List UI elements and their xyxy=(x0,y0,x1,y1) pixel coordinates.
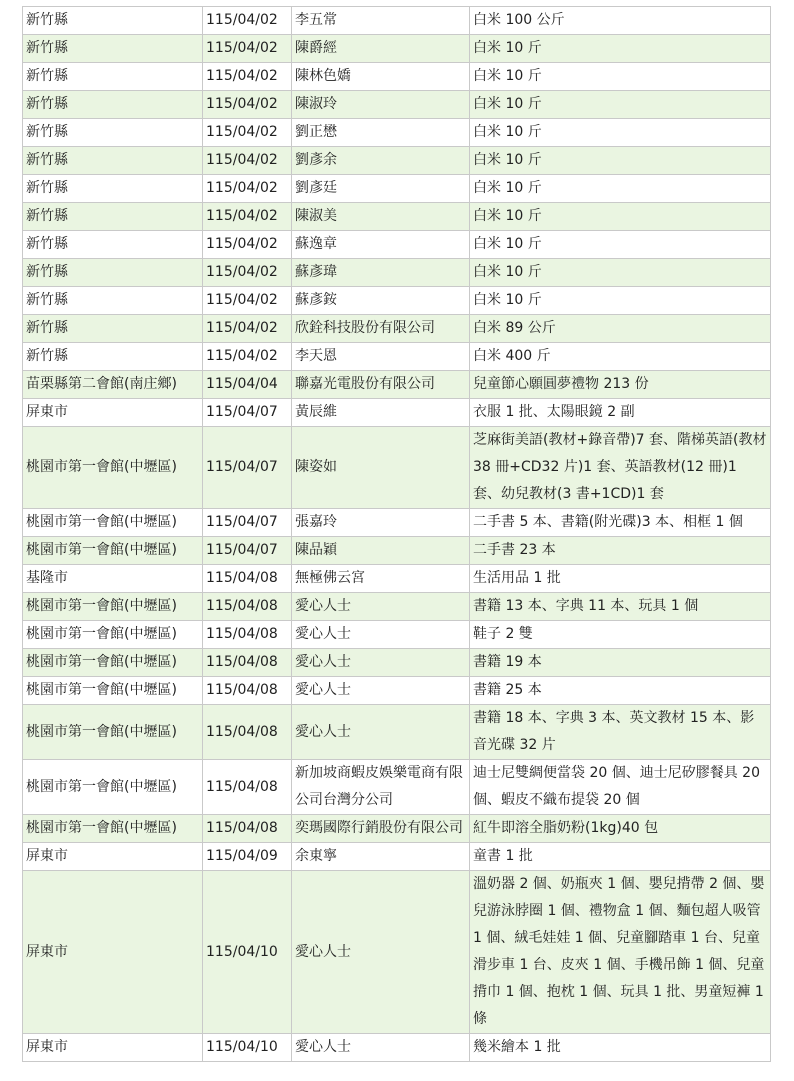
donor-cell: 無極佛云宮 xyxy=(292,565,470,593)
table-row xyxy=(23,91,771,119)
region-cell: 桃園市第一會館(中壢區) xyxy=(23,760,203,815)
date-cell: 115/04/02 xyxy=(203,7,292,35)
date-cell: 115/04/02 xyxy=(203,175,292,203)
donor-cell: 愛心人士 xyxy=(292,871,470,1034)
date-cell: 115/04/08 xyxy=(203,621,292,649)
table-row xyxy=(23,760,771,815)
item-cell: 白米 10 斤 xyxy=(470,147,771,175)
item-cell: 白米 10 斤 xyxy=(470,287,771,315)
date-cell: 115/04/02 xyxy=(203,203,292,231)
date-cell: 115/04/07 xyxy=(203,509,292,537)
date-cell: 115/04/08 xyxy=(203,815,292,843)
region-cell: 桃園市第一會館(中壢區) xyxy=(23,649,203,677)
donor-cell: 聯嘉光電股份有限公司 xyxy=(292,371,470,399)
donor-cell: 李天恩 xyxy=(292,343,470,371)
region-cell: 新竹縣 xyxy=(23,7,203,35)
table-row xyxy=(23,537,771,565)
region-cell: 新竹縣 xyxy=(23,91,203,119)
date-cell: 115/04/08 xyxy=(203,677,292,705)
date-cell: 115/04/09 xyxy=(203,843,292,871)
date-cell: 115/04/07 xyxy=(203,399,292,427)
region-cell: 新竹縣 xyxy=(23,35,203,63)
table-row xyxy=(23,705,771,760)
date-cell: 115/04/02 xyxy=(203,343,292,371)
donor-cell: 陳淑玲 xyxy=(292,91,470,119)
item-cell: 白米 10 斤 xyxy=(470,203,771,231)
item-cell: 白米 10 斤 xyxy=(470,63,771,91)
table-row xyxy=(23,565,771,593)
table-row xyxy=(23,315,771,343)
region-cell: 屏東市 xyxy=(23,871,203,1034)
donor-cell: 陳姿如 xyxy=(292,427,470,509)
donor-cell: 新加坡商蝦皮娛樂電商有限公司台灣分公司 xyxy=(292,760,470,815)
region-cell: 新竹縣 xyxy=(23,343,203,371)
table-row xyxy=(23,231,771,259)
donor-cell: 李五常 xyxy=(292,7,470,35)
donor-cell: 愛心人士 xyxy=(292,649,470,677)
table-row xyxy=(23,871,771,1034)
region-cell: 屏東市 xyxy=(23,1034,203,1062)
item-cell: 書籍 18 本、字典 3 本、英文教材 15 本、影音光碟 32 片 xyxy=(470,705,771,760)
region-cell: 新竹縣 xyxy=(23,63,203,91)
table-row xyxy=(23,343,771,371)
donor-cell: 奕瑪國際行銷股份有限公司 xyxy=(292,815,470,843)
donor-cell: 蘇彥瑋 xyxy=(292,259,470,287)
table-row xyxy=(23,677,771,705)
date-cell: 115/04/07 xyxy=(203,427,292,509)
date-cell: 115/04/02 xyxy=(203,231,292,259)
item-cell: 白米 10 斤 xyxy=(470,91,771,119)
donor-cell: 陳淑美 xyxy=(292,203,470,231)
region-cell: 新竹縣 xyxy=(23,231,203,259)
item-cell: 芝麻街美語(教材+錄音帶)7 套、階梯英語(教材 38 冊+CD32 片)1 套、英語教材(12 冊)1 套、幼兒教材(3 書+1CD)1 套 xyxy=(470,427,771,509)
region-cell: 桃園市第一會館(中壢區) xyxy=(23,815,203,843)
table-row xyxy=(23,427,771,509)
table-row xyxy=(23,593,771,621)
donor-cell: 張嘉玲 xyxy=(292,509,470,537)
item-cell: 幾米繪本 1 批 xyxy=(470,1034,771,1062)
donor-cell: 愛心人士 xyxy=(292,677,470,705)
region-cell: 桃園市第一會館(中壢區) xyxy=(23,705,203,760)
item-cell: 二手書 23 本 xyxy=(470,537,771,565)
date-cell: 115/04/07 xyxy=(203,537,292,565)
date-cell: 115/04/02 xyxy=(203,35,292,63)
table-row xyxy=(23,119,771,147)
region-cell: 新竹縣 xyxy=(23,119,203,147)
donation-table-body xyxy=(23,7,771,1062)
table-row xyxy=(23,63,771,91)
table-row xyxy=(23,203,771,231)
region-cell: 桃園市第一會館(中壢區) xyxy=(23,537,203,565)
item-cell: 白米 10 斤 xyxy=(470,119,771,147)
item-cell: 白米 10 斤 xyxy=(470,259,771,287)
date-cell: 115/04/02 xyxy=(203,315,292,343)
item-cell: 白米 10 斤 xyxy=(470,35,771,63)
donor-cell: 黃辰維 xyxy=(292,399,470,427)
table-row xyxy=(23,621,771,649)
item-cell: 二手書 5 本、書籍(附光碟)3 本、相框 1 個 xyxy=(470,509,771,537)
donor-cell: 愛心人士 xyxy=(292,621,470,649)
date-cell: 115/04/08 xyxy=(203,649,292,677)
donor-cell: 蘇彥銨 xyxy=(292,287,470,315)
donor-cell: 劉彥廷 xyxy=(292,175,470,203)
date-cell: 115/04/08 xyxy=(203,705,292,760)
donor-cell: 陳品穎 xyxy=(292,537,470,565)
item-cell: 童書 1 批 xyxy=(470,843,771,871)
item-cell: 白米 89 公斤 xyxy=(470,315,771,343)
region-cell: 新竹縣 xyxy=(23,259,203,287)
donor-cell: 陳林色嬌 xyxy=(292,63,470,91)
date-cell: 115/04/02 xyxy=(203,147,292,175)
date-cell: 115/04/02 xyxy=(203,259,292,287)
table-row xyxy=(23,7,771,35)
region-cell: 新竹縣 xyxy=(23,287,203,315)
donor-cell: 陳爵經 xyxy=(292,35,470,63)
date-cell: 115/04/04 xyxy=(203,371,292,399)
donor-cell: 愛心人士 xyxy=(292,1034,470,1062)
item-cell: 迪士尼雙綢便當袋 20 個、迪士尼矽膠餐具 20 個、蝦皮不織布提袋 20 個 xyxy=(470,760,771,815)
table-row xyxy=(23,175,771,203)
item-cell: 白米 400 斤 xyxy=(470,343,771,371)
date-cell: 115/04/02 xyxy=(203,91,292,119)
region-cell: 屏東市 xyxy=(23,399,203,427)
table-row xyxy=(23,399,771,427)
item-cell: 溫奶器 2 個、奶瓶夾 1 個、嬰兒揹帶 2 個、嬰兒游泳脖圈 1 個、禮物盒 1 個、麵包超人吸管 1 個、絨毛娃娃 1 個、兒童腳踏車 1 台、兒童滑步車 1 台、皮夾 1 個、手機吊飾 1 個、兒童揹巾 1 個、抱枕 1 個、玩具 1 批、男童短褲 1 條 xyxy=(470,871,771,1034)
date-cell: 115/04/10 xyxy=(203,1034,292,1062)
table-row xyxy=(23,35,771,63)
region-cell: 屏東市 xyxy=(23,843,203,871)
donor-cell: 劉正懋 xyxy=(292,119,470,147)
date-cell: 115/04/08 xyxy=(203,760,292,815)
item-cell: 紅牛即溶全脂奶粉(1kg)40 包 xyxy=(470,815,771,843)
donor-cell: 欣銓科技股份有限公司 xyxy=(292,315,470,343)
donor-cell: 余東寧 xyxy=(292,843,470,871)
donor-cell: 劉彥余 xyxy=(292,147,470,175)
item-cell: 白米 100 公斤 xyxy=(470,7,771,35)
date-cell: 115/04/08 xyxy=(203,565,292,593)
region-cell: 基隆市 xyxy=(23,565,203,593)
region-cell: 桃園市第一會館(中壢區) xyxy=(23,621,203,649)
region-cell: 桃園市第一會館(中壢區) xyxy=(23,509,203,537)
item-cell: 書籍 13 本、字典 11 本、玩具 1 個 xyxy=(470,593,771,621)
item-cell: 書籍 19 本 xyxy=(470,649,771,677)
date-cell: 115/04/02 xyxy=(203,287,292,315)
date-cell: 115/04/02 xyxy=(203,119,292,147)
region-cell: 新竹縣 xyxy=(23,203,203,231)
donation-table xyxy=(22,6,771,1062)
item-cell: 衣服 1 批、太陽眼鏡 2 副 xyxy=(470,399,771,427)
table-row xyxy=(23,509,771,537)
region-cell: 新竹縣 xyxy=(23,147,203,175)
table-row xyxy=(23,259,771,287)
item-cell: 書籍 25 本 xyxy=(470,677,771,705)
region-cell: 桃園市第一會館(中壢區) xyxy=(23,427,203,509)
region-cell: 桃園市第一會館(中壢區) xyxy=(23,677,203,705)
table-row xyxy=(23,1034,771,1062)
donor-cell: 愛心人士 xyxy=(292,593,470,621)
region-cell: 苗栗縣第二會館(南庄鄉) xyxy=(23,371,203,399)
item-cell: 生活用品 1 批 xyxy=(470,565,771,593)
date-cell: 115/04/10 xyxy=(203,871,292,1034)
region-cell: 新竹縣 xyxy=(23,175,203,203)
item-cell: 鞋子 2 雙 xyxy=(470,621,771,649)
table-row xyxy=(23,371,771,399)
date-cell: 115/04/08 xyxy=(203,593,292,621)
table-row xyxy=(23,147,771,175)
table-row xyxy=(23,287,771,315)
table-row xyxy=(23,815,771,843)
table-row xyxy=(23,843,771,871)
donor-cell: 蘇逸章 xyxy=(292,231,470,259)
table-row xyxy=(23,649,771,677)
date-cell: 115/04/02 xyxy=(203,63,292,91)
item-cell: 白米 10 斤 xyxy=(470,175,771,203)
region-cell: 桃園市第一會館(中壢區) xyxy=(23,593,203,621)
item-cell: 兒童節心願圓夢禮物 213 份 xyxy=(470,371,771,399)
item-cell: 白米 10 斤 xyxy=(470,231,771,259)
region-cell: 新竹縣 xyxy=(23,315,203,343)
donor-cell: 愛心人士 xyxy=(292,705,470,760)
